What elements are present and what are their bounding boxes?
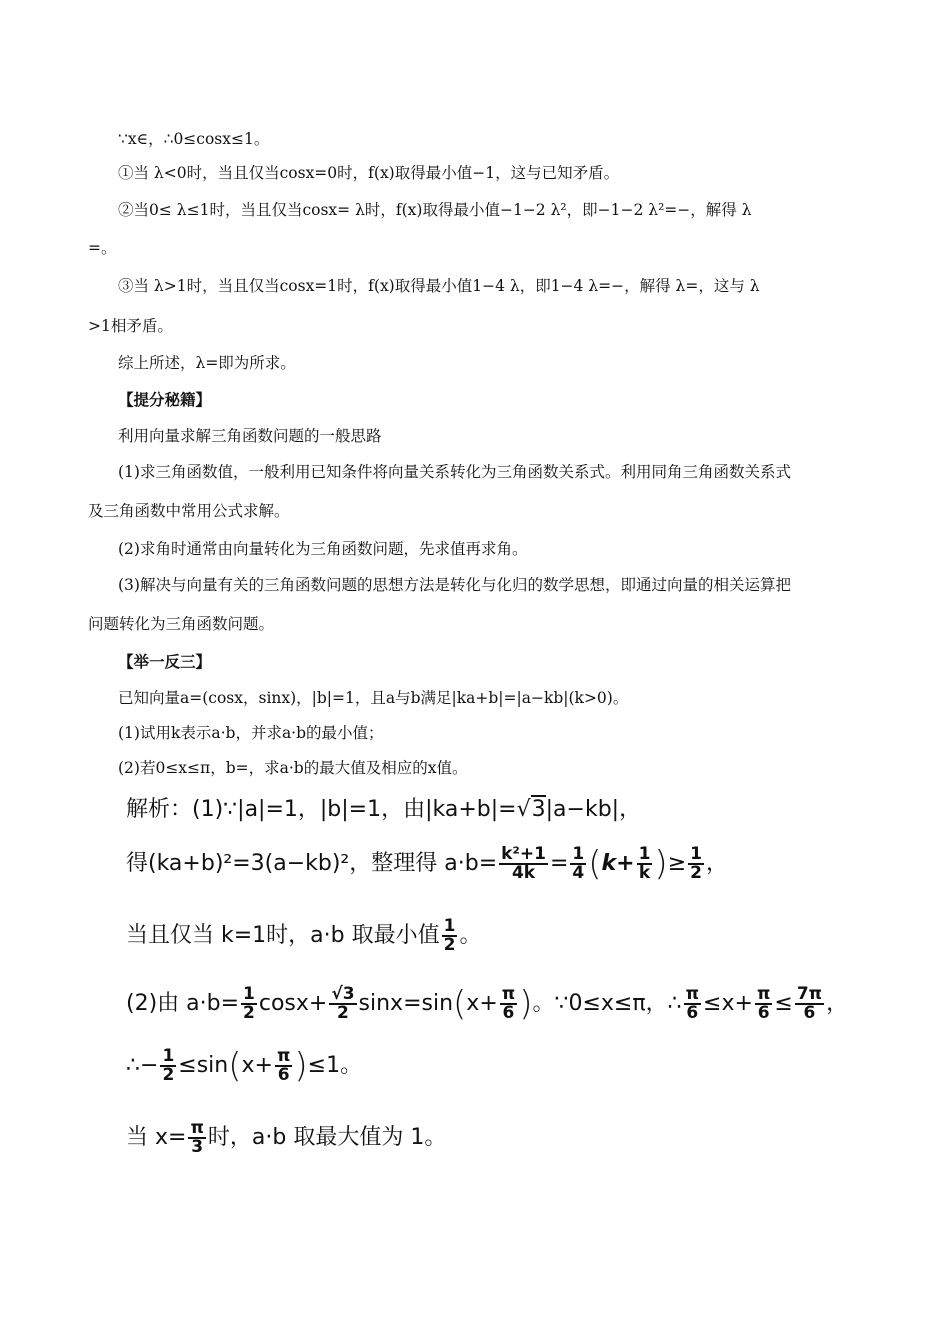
- solution-text: (2)由 a·b=: [126, 991, 240, 1016]
- fraction: $\frac{7\pi}{6}$: [796, 984, 823, 1023]
- text-line: 综上所述，λ=即为所求。: [118, 354, 296, 372]
- fraction: $\frac{1}{2}$: [443, 916, 456, 955]
- solution-line-5: ∴− $\frac{1}{2}$ ≤sin(x+ $\frac{\pi}{6}$ )≤1。: [126, 1046, 363, 1086]
- paren-close: ): [654, 844, 668, 884]
- fraction: $\frac{√3}{2}$: [331, 984, 355, 1023]
- solution-line-6: 当 x= $\frac{\pi}{3}$ 时，a·b 取最大值为 1。: [126, 1118, 447, 1157]
- text-line: ∵x∈，∴0≤cosx≤1。: [118, 130, 270, 148]
- solution-text: |a−kb|，: [545, 797, 642, 822]
- solution-text: ∴−: [126, 1053, 159, 1078]
- text-line: (1)试用k表示a·b，并求a·b的最小值；: [118, 724, 384, 742]
- fraction: $\frac{\pi}{6}$: [756, 984, 771, 1023]
- solution-line-3: 当且仅当 k=1时，a·b 取最小值 $\frac{1}{2}$ 。: [126, 916, 482, 955]
- text-line: ③当 λ>1时，当且仅当cosx=1时，f(x)取得最小值1−4 λ，即1−4 λ=−，解得 λ=，这与 λ: [118, 277, 760, 295]
- solution-text: 解析：(1)∵|a|=1，|b|=1，由|ka+b|=: [126, 797, 517, 822]
- text-line: >1相矛盾。: [88, 317, 173, 335]
- paren-open: (: [588, 844, 602, 884]
- text-line: =。: [88, 239, 117, 257]
- text-line: (2)求角时通常由向量转化为三角函数问题，先求值再求角。: [118, 540, 528, 558]
- paren-close: ): [294, 1046, 308, 1086]
- section-heading: 【提分秘籍】: [118, 390, 212, 409]
- paren-open: (: [453, 984, 467, 1024]
- fraction: $\frac{1}{4}$: [572, 844, 585, 883]
- text-line: 及三角函数中常用公式求解。: [88, 502, 290, 520]
- section-heading: 【举一反三】: [118, 652, 212, 671]
- fraction: $\frac{\pi}{6}$: [276, 1046, 291, 1085]
- fraction: $\frac{\text{k²+1}}{4k}$: [501, 844, 546, 883]
- text-line: (1)求三角函数值，一般利用已知条件将向量关系转化为三角函数关系式。利用同角三角函数关系式: [118, 463, 791, 481]
- text-line: (3)解决与向量有关的三角函数问题的思想方法是转化与化归的数学思想，即通过向量的相关运算把: [118, 576, 791, 594]
- fraction: $\frac{\pi}{6}$: [685, 984, 700, 1023]
- paren-open: (: [228, 1046, 242, 1086]
- fraction: $\frac{1}{2}$: [243, 984, 255, 1023]
- text-line: 利用向量求解三角函数问题的一般思路: [118, 427, 382, 445]
- text-line: 问题转化为三角函数问题。: [88, 615, 275, 633]
- fraction: $\frac{\pi}{3}$: [190, 1118, 204, 1157]
- text-line: (2)若0≤x≤π，b=，求a·b的最大值及相应的x值。: [118, 759, 468, 777]
- text-line: 已知向量a=(cosx，sinx)，|b|=1，且a与b满足|ka+b|=|a−kb|(k>0)。: [118, 689, 629, 707]
- fraction: $\frac{1}{2}$: [162, 1046, 175, 1085]
- paren-close: ): [519, 984, 533, 1024]
- text-line: ②当0≤ λ≤1时，当且仅当cosx= λ时，f(x)取得最小值−1−2 λ²，即−1−2 λ²=−，解得 λ: [118, 201, 752, 219]
- radicand: 3: [531, 797, 546, 822]
- fraction: $\frac{\pi}{6}$: [501, 984, 516, 1023]
- solution-text: 得(ka+b)²=3(a−kb)²，整理得 a·b=: [126, 851, 498, 876]
- solution-line-2: 得(ka+b)²=3(a−kb)²，整理得 a·b= $\frac{\text{k²+1}}{4k}$ = $\frac{1}{4}$ (k+ $\frac{1}{k}$ )≥ $\frac{1}{2}$ ，: [126, 844, 728, 884]
- fraction: $\frac{1}{2}$: [690, 844, 702, 883]
- fraction: $\frac{1}{k}$: [638, 844, 651, 883]
- solution-line-4: (2)由 a·b= $\frac{1}{2}$ cosx+ $\frac{√3}{2}$ sinx=sin(x+ $\frac{\pi}{6}$ )。∵0≤x≤π，∴ $\frac{\pi}{6}$ ≤x+ $\frac{\pi}{6}$ ≤ $\frac{7\pi}{6}$ ，: [126, 984, 849, 1024]
- sqrt-sign: √: [516, 797, 531, 822]
- solution-text: 当且仅当 k=1时，a·b 取最小值: [126, 923, 440, 948]
- solution-line-1: [126, 796, 641, 824]
- solution-text: 当 x=: [126, 1125, 187, 1150]
- text-line: ①当 λ<0时，当且仅当cosx=0时，f(x)取得最小值−1，这与已知矛盾。: [118, 164, 620, 182]
